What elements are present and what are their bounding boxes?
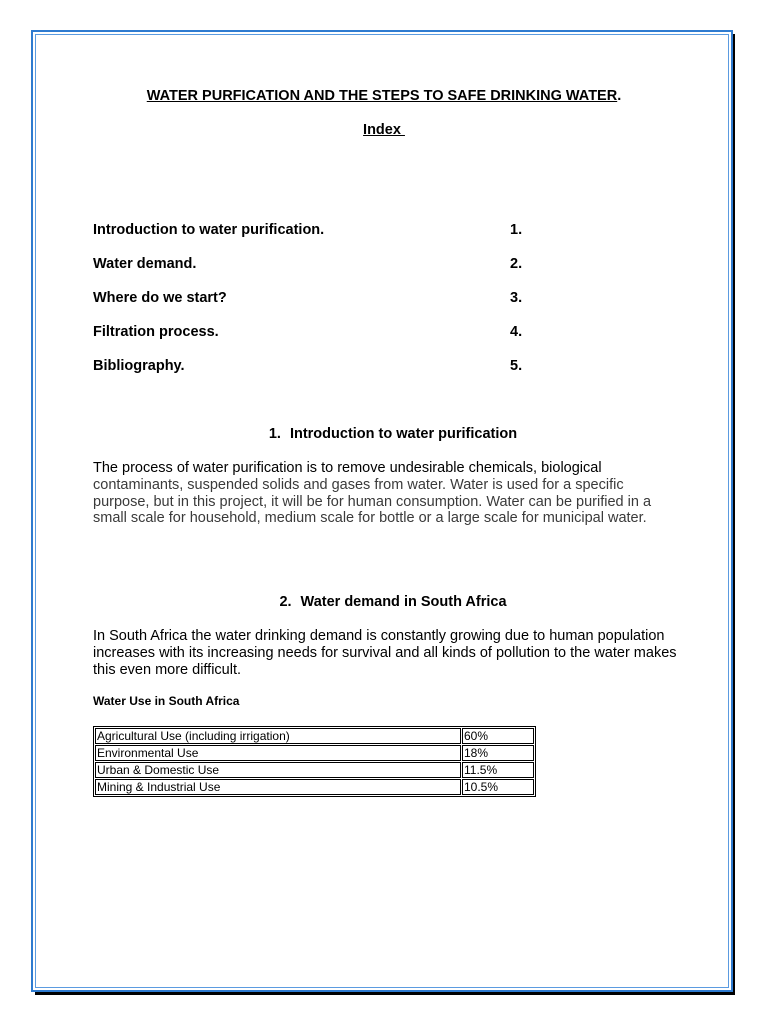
toc-entry-page: 5. [510, 358, 523, 374]
document-title [0, 87, 768, 105]
water-use-table-caption: Water Use in South Africa [93, 694, 240, 708]
document-title-period: . [617, 88, 622, 104]
section-title: Water demand in South Africa [300, 594, 507, 610]
toc-entry-introduction [93, 221, 533, 255]
document-title-text: WATER PURFICATION AND THE STEPS TO SAFE DRINKING WATER [146, 88, 618, 104]
water-use-table [93, 726, 536, 797]
paragraph-lead-text: The process of water purification is to remove undesirable chemicals, biological [93, 460, 602, 476]
toc-entry-label: Filtration process. [93, 324, 219, 340]
section-number: 2. [279, 594, 292, 610]
table-row [95, 745, 534, 761]
table-row [95, 728, 534, 744]
paragraph-body-text: contaminants, suspended solids and gases from water. Water is used for a specific purpose, but in this project, it will be for human consumption. Water can be purified in a small scale for household, medium scale for bottle or a large scale for municipal water. [93, 476, 652, 527]
table-cell-use: Mining & Industrial Use [95, 779, 461, 795]
toc-entry-label: Bibliography. [93, 358, 185, 374]
section-title: Introduction to water purification [289, 426, 518, 442]
toc-entry-page: 2. [510, 256, 523, 272]
section-number: 1. [268, 426, 281, 442]
section-1-heading [0, 425, 768, 443]
table-row [95, 779, 534, 795]
toc-entry-where-do-we-start [93, 289, 533, 323]
table-cell-use: Agricultural Use (including irrigation) [95, 728, 461, 744]
toc-entry-filtration-process [93, 323, 533, 357]
toc-entry-label: Where do we start? [93, 290, 227, 306]
table-cell-share: 11.5% [462, 762, 534, 778]
table-cell-use: Urban & Domestic Use [95, 762, 461, 778]
table-of-contents [93, 221, 533, 391]
table-cell-share: 18% [462, 745, 534, 761]
table-cell-use: Environmental Use [95, 745, 461, 761]
table-cell-share: 60% [462, 728, 534, 744]
toc-entry-page: 3. [510, 290, 523, 306]
section-2-heading [0, 593, 768, 611]
toc-entry-bibliography [93, 357, 533, 391]
toc-entry-page: 1. [510, 222, 523, 238]
table-cell-share: 10.5% [462, 779, 534, 795]
index-heading: Index [363, 122, 405, 138]
section-2-paragraph: In South Africa the water drinking demand is constantly growing due to human population increases with its increasing needs for survival and all kinds of pollution to the water makes this even more difficult. [93, 628, 677, 678]
toc-entry-label: Water demand. [93, 256, 197, 272]
section-1-paragraph [93, 460, 683, 527]
table-row [95, 762, 534, 778]
toc-entry-water-demand [93, 255, 533, 289]
toc-entry-label: Introduction to water purification. [93, 222, 325, 238]
toc-entry-page: 4. [510, 324, 523, 340]
